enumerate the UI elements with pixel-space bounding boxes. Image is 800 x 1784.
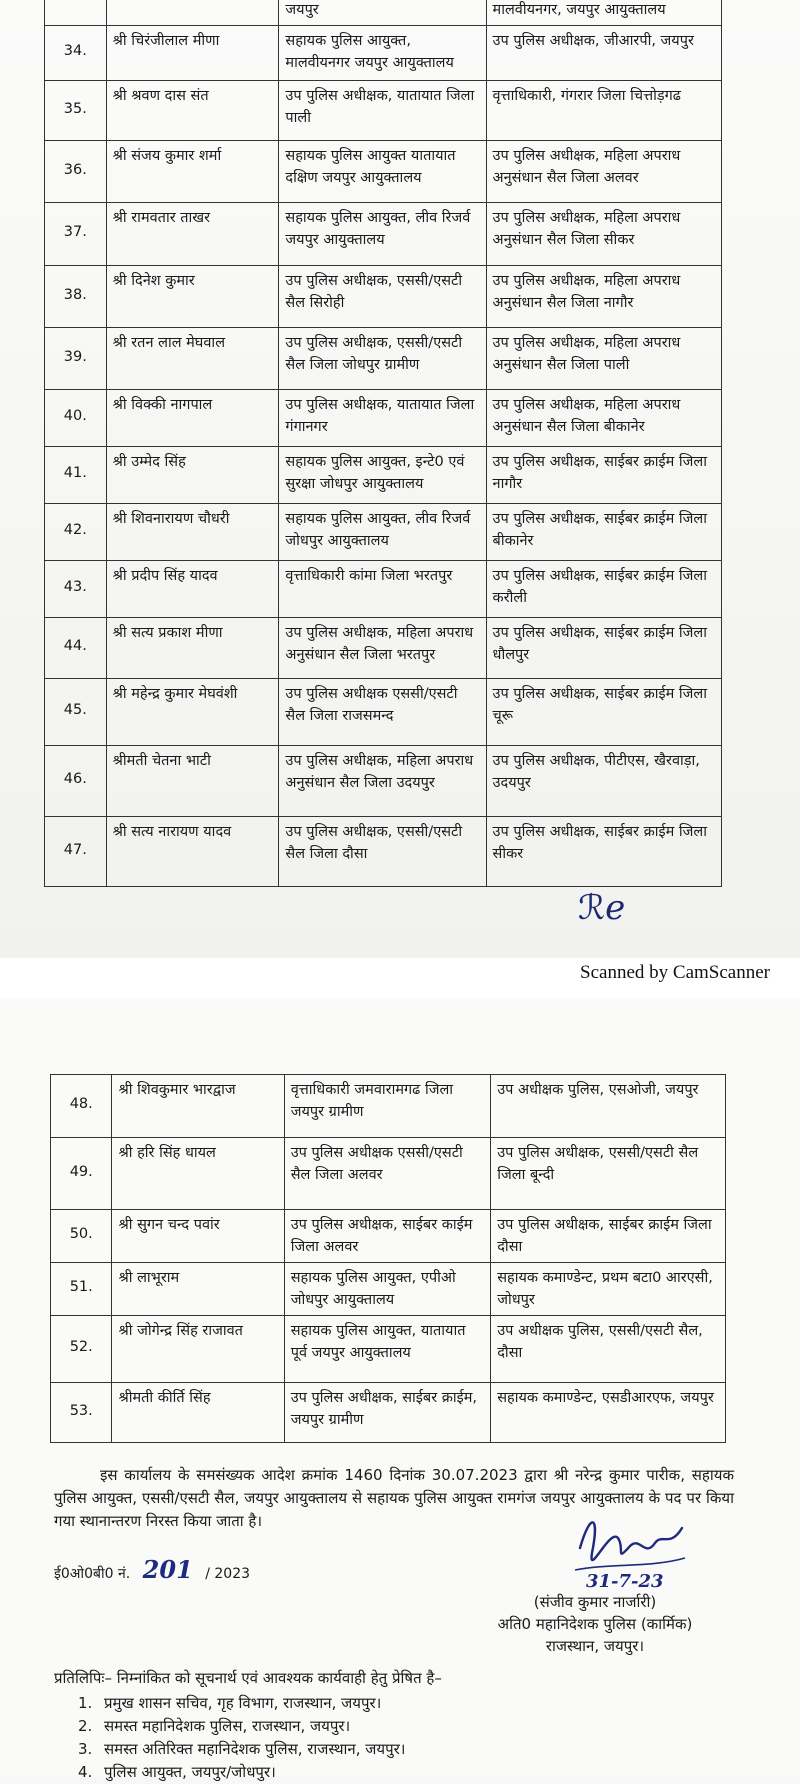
to-cell: उप पुलिस अधीक्षक, महिला अपराध अनुसंधान सैल जिला पाली xyxy=(486,328,721,390)
order-prefix: ई0ओ0बी0 नं. xyxy=(54,1566,131,1582)
name-cell: श्री चिरंजीलाल मीणा xyxy=(106,26,279,81)
name-cell: श्री प्रदीप सिंह यादव xyxy=(106,561,279,618)
handwritten-initials: ℛℯ xyxy=(578,888,626,928)
name-cell: श्री सत्य प्रकाश मीणा xyxy=(106,618,279,679)
table-row xyxy=(51,1383,726,1443)
list-item xyxy=(78,1738,405,1761)
serial-cell: 39. xyxy=(45,328,107,390)
to-cell: सहायक कमाण्डेन्ट, एसडीआरएफ, जयपुर xyxy=(491,1383,726,1443)
serial-cell: 41. xyxy=(45,447,107,504)
serial-cell: 35. xyxy=(45,81,107,141)
table-row xyxy=(45,817,722,887)
list-item xyxy=(78,1692,405,1715)
name-cell: श्री उम्मेद सिंह xyxy=(106,447,279,504)
list-text: प्रमुख शासन सचिव, गृह विभाग, राजस्थान, जयपुर। xyxy=(104,1694,382,1712)
table-row xyxy=(45,679,722,746)
to-cell: उप पुलिस अधीक्षक, पीटीएस, खैरवाड़ा, उदयपुर xyxy=(486,746,721,817)
from-cell: सहायक पुलिस आयुक्त, यातायात पूर्व जयपुर आयुक्तालय xyxy=(284,1316,491,1383)
from-cell: उप पुलिस अधीक्षक, एससी/एसटी सैल जिला जोधपुर ग्रामीण xyxy=(279,328,486,390)
to-cell: उप पुलिस अधीक्षक, साईबर क्राईम जिला दौसा xyxy=(491,1210,726,1263)
list-number: 1. xyxy=(78,1694,93,1712)
to-cell: उप पुलिस अधीक्षक, साईबर क्राईम जिला नागौर xyxy=(486,447,721,504)
to-cell: उप पुलिस अधीक्षक, एससी/एसटी सैल जिला बून्दी xyxy=(491,1138,726,1210)
from-cell: सहायक पुलिस आयुक्त, लीव रिजर्व जयपुर आयुक्तालय xyxy=(279,203,486,266)
table-row xyxy=(45,141,722,203)
serial-cell: 37. xyxy=(45,203,107,266)
table-row xyxy=(45,447,722,504)
table-row xyxy=(45,0,722,26)
table-row xyxy=(45,203,722,266)
name-cell: श्री शिवकुमार भारद्वाज xyxy=(112,1075,284,1138)
table-row xyxy=(51,1210,726,1263)
to-cell: मालवीयनगर, जयपुर आयुक्तालय xyxy=(486,0,721,26)
name-cell: श्री जोगेन्द्र सिंह राजावत xyxy=(112,1316,284,1383)
table-row xyxy=(51,1075,726,1138)
serial-cell: 43. xyxy=(45,561,107,618)
from-cell: उप पुलिस अधीक्षक, एससी/एसटी सैल सिरोही xyxy=(279,266,486,328)
from-cell: सहायक पुलिस आयुक्त, मालवीयनगर जयपुर आयुक्तालय xyxy=(279,26,486,81)
table-row xyxy=(51,1316,726,1383)
name-cell: श्री विक्की नागपाल xyxy=(106,390,279,447)
list-item xyxy=(78,1715,405,1738)
from-cell: सहायक पुलिस आयुक्त, एपीओ जोधपुर आयुक्तालय xyxy=(284,1263,491,1316)
name-cell: श्री हरि सिंह धायल xyxy=(112,1138,284,1210)
from-cell: उप पुलिस अधीक्षक, साईबर काईम जिला अलवर xyxy=(284,1210,491,1263)
table-row xyxy=(45,266,722,328)
list-text: समस्त अतिरिक्त महानिदेशक पुलिस, राजस्थान, जयपुर। xyxy=(104,1740,406,1758)
to-cell: उप पुलिस अधीक्षक, महिला अपराध अनुसंधान सैल जिला बीकानेर xyxy=(486,390,721,447)
serial-cell: 44. xyxy=(45,618,107,679)
to-cell: उप अधीक्षक पुलिस, एससी/एसटी सैल, दौसा xyxy=(491,1316,726,1383)
from-cell: वृत्ताधिकारी कांमा जिला भरतपुर xyxy=(279,561,486,618)
serial-cell: 47. xyxy=(45,817,107,887)
transfer-table-page-2 xyxy=(50,1074,726,1443)
signatory-block xyxy=(470,1591,720,1657)
camscanner-footer: Scanned by CamScanner xyxy=(580,962,770,983)
to-cell: उप पुलिस अधीक्षक, महिला अपराध अनुसंधान सैल जिला अलवर xyxy=(486,141,721,203)
from-cell: सहायक पुलिस आयुक्त यातायात दक्षिण जयपुर आयुक्तालय xyxy=(279,141,486,203)
to-cell: उप पुलिस अधीक्षक, साईबर क्राईम जिला सीकर xyxy=(486,817,721,887)
table-row xyxy=(45,390,722,447)
serial-cell: 38. xyxy=(45,266,107,328)
list-item xyxy=(78,1761,405,1784)
from-cell: उप पुलिस अधीक्षक, यातायात जिला पाली xyxy=(279,81,486,141)
copy-list xyxy=(78,1692,405,1784)
from-cell: जयपुर xyxy=(279,0,486,26)
serial-cell: 52. xyxy=(51,1316,112,1383)
name-cell: श्री रामवतार ताखर xyxy=(106,203,279,266)
to-cell: उप अधीक्षक पुलिस, एसओजी, जयपुर xyxy=(491,1075,726,1138)
order-number-handwritten: 201 xyxy=(142,1555,193,1584)
name-cell: श्री दिनेश कुमार xyxy=(106,266,279,328)
from-cell: उप पुलिस अधीक्षक, यातायात जिला गंगानगर xyxy=(279,390,486,447)
serial-cell: 40. xyxy=(45,390,107,447)
name-cell: श्रीमती चेतना भाटी xyxy=(106,746,279,817)
to-cell: उप पुलिस अधीक्षक, महिला अपराध अनुसंधान सैल जिला सीकर xyxy=(486,203,721,266)
list-number: 2. xyxy=(78,1717,93,1735)
to-cell: सहायक कमाण्डेन्ट, प्रथम बटा0 आरएसी, जोधपुर xyxy=(491,1263,726,1316)
from-cell: वृत्ताधिकारी जमवारामगढ जिला जयपुर ग्रामीण xyxy=(284,1075,491,1138)
serial-cell: 46. xyxy=(45,746,107,817)
signature-date: 31-7-23 xyxy=(586,1571,664,1592)
name-cell: श्री महेन्द्र कुमार मेघवंशी xyxy=(106,679,279,746)
table-row xyxy=(45,26,722,81)
serial-cell: 42. xyxy=(45,504,107,561)
serial-cell: 36. xyxy=(45,141,107,203)
from-cell: उप पुलिस अधीक्षक एससी/एसटी सैल जिला राजसमन्द xyxy=(279,679,486,746)
serial-cell: 51. xyxy=(51,1263,112,1316)
list-text: समस्त महानिदेशक पुलिस, राजस्थान, जयपुर। xyxy=(104,1717,351,1735)
to-cell: उप पुलिस अधीक्षक, साईबर क्राईम जिला चूरू xyxy=(486,679,721,746)
serial-cell: 50. xyxy=(51,1210,112,1263)
from-cell: उप पुलिस अधीक्षक, साईबर क्राईम, जयपुर ग्रामीण xyxy=(284,1383,491,1443)
name-cell: श्री श्रवण दास संत xyxy=(106,81,279,141)
name-cell: श्री लाभूराम xyxy=(112,1263,284,1316)
list-text: पुलिस आयुक्त, जयपुर/जोधपुर। xyxy=(104,1763,276,1781)
table-row xyxy=(45,504,722,561)
name-cell: श्रीमती कीर्ति सिंह xyxy=(112,1383,284,1443)
cancellation-paragraph: इस कार्यालय के समसंख्यक आदेश क्रमांक 1460 दिनांक 30.07.2023 द्वारा श्री नरेन्द्र कुमार पारीक, सहायक पुलिस आयुक्त, एससी/एसटी सैल, जयपुर आयुक्तालय से सहायक पुलिस आयुक्त रामगंज जयपुर आयुक्तालय के पद पर किया गया स्थानान्तरण निरस्त किया जाता है। xyxy=(54,1466,734,1530)
to-cell: उप पुलिस अधीक्षक, महिला अपराध अनुसंधान सैल जिला नागौर xyxy=(486,266,721,328)
transfer-table-page-1 xyxy=(44,0,722,887)
serial-cell: 49. xyxy=(51,1138,112,1210)
serial-cell: 45. xyxy=(45,679,107,746)
copy-heading: प्रतिलिपिः– निम्नांकित को सूचनार्थ एवं आवश्यक कार्यवाही हेतु प्रेषित है– xyxy=(54,1669,442,1687)
name-cell: श्री सुगन चन्द पवांर xyxy=(112,1210,284,1263)
from-cell: उप पुलिस अधीक्षक, महिला अपराध अनुसंधान सैल जिला उदयपुर xyxy=(279,746,486,817)
serial-cell: 53. xyxy=(51,1383,112,1443)
signatory-title: अति0 महानिदेशक पुलिस (कार्मिक) xyxy=(497,1615,693,1633)
to-cell: उप पुलिस अधीक्षक, साईबर क्राईम जिला धौलपुर xyxy=(486,618,721,679)
list-number: 4. xyxy=(78,1763,93,1781)
from-cell: उप पुलिस अधीक्षक, एससी/एसटी सैल जिला दौसा xyxy=(279,817,486,887)
serial-cell: 48. xyxy=(51,1075,112,1138)
name-cell: श्री शिवनारायण चौधरी xyxy=(106,504,279,561)
name-cell: श्री रतन लाल मेघवाल xyxy=(106,328,279,390)
table-row xyxy=(45,81,722,141)
signatory-place: राजस्थान, जयपुर। xyxy=(545,1637,645,1655)
to-cell: वृत्ताधिकारी, गंगरार जिला चित्तोड़गढ xyxy=(486,81,721,141)
order-number xyxy=(54,1555,250,1584)
to-cell: उप पुलिस अधीक्षक, जीआरपी, जयपुर xyxy=(486,26,721,81)
table-row xyxy=(45,618,722,679)
table-row xyxy=(45,328,722,390)
serial-cell: 34. xyxy=(45,26,107,81)
from-cell: उप पुलिस अधीक्षक एससी/एसटी सैल जिला अलवर xyxy=(284,1138,491,1210)
table-row xyxy=(51,1263,726,1316)
list-number: 3. xyxy=(78,1740,93,1758)
to-cell: उप पुलिस अधीक्षक, साईबर क्राईम जिला बीकानेर xyxy=(486,504,721,561)
name-cell: श्री सत्य नारायण यादव xyxy=(106,817,279,887)
from-cell: उप पुलिस अधीक्षक, महिला अपराध अनुसंधान सैल जिला भरतपुर xyxy=(279,618,486,679)
name-cell: श्री संजय कुमार शर्मा xyxy=(106,141,279,203)
from-cell: सहायक पुलिस आयुक्त, लीव रिजर्व जोधपुर आयुक्तालय xyxy=(279,504,486,561)
table-row xyxy=(51,1138,726,1210)
signatory-name: (संजीव कुमार नार्जारी) xyxy=(533,1593,657,1611)
table-row xyxy=(45,561,722,618)
order-year: / 2023 xyxy=(205,1566,251,1582)
table-row xyxy=(45,746,722,817)
to-cell: उप पुलिस अधीक्षक, साईबर क्राईम जिला करौली xyxy=(486,561,721,618)
from-cell: सहायक पुलिस आयुक्त, इन्टे0 एवं सुरक्षा जोधपुर आयुक्तालय xyxy=(279,447,486,504)
